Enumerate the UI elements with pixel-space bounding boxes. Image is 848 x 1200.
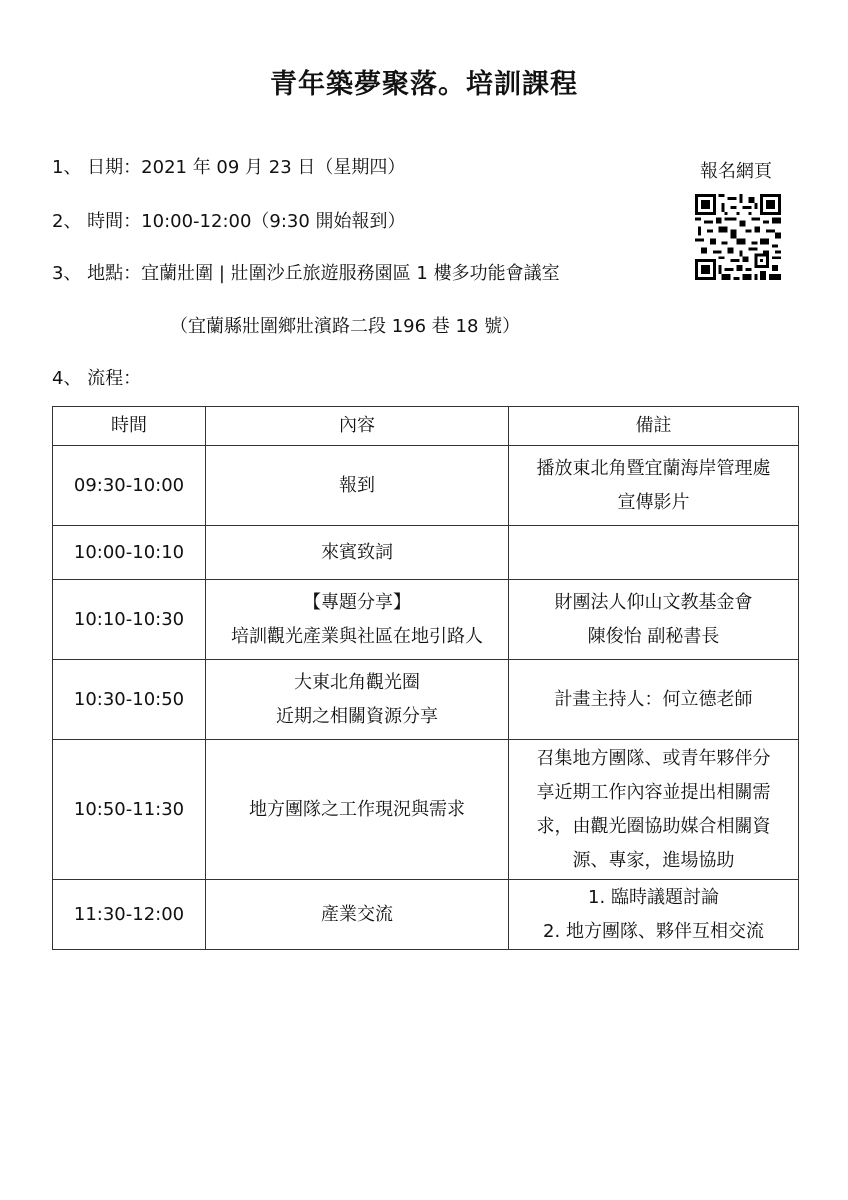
note-line: 計畫主持人：何立德老師 bbox=[554, 688, 753, 710]
note-line: 源、專家，進場協助 bbox=[572, 849, 735, 871]
row-note bbox=[509, 880, 799, 950]
row-content bbox=[206, 446, 509, 526]
row-time: 10:50-11:30 bbox=[53, 740, 206, 880]
row-note bbox=[509, 580, 799, 660]
registration-label: 報名網頁 bbox=[700, 161, 772, 182]
content-line: 地方團隊之工作現況與需求 bbox=[249, 798, 465, 820]
content-line: 大東北角觀光圈 bbox=[294, 671, 420, 693]
info-date: 1、 日期：2021 年 09 月 23 日（星期四） bbox=[52, 157, 406, 178]
note-line: 陳俊怡 副秘書長 bbox=[587, 625, 720, 647]
row-note bbox=[509, 446, 799, 526]
note-line: 享近期工作內容並提出相關需 bbox=[536, 781, 771, 803]
schedule-table bbox=[52, 406, 799, 950]
qr-code-icon[interactable] bbox=[695, 194, 781, 280]
table-row bbox=[53, 880, 799, 950]
row-content bbox=[206, 526, 509, 580]
note-line: 求，由觀光圈協助媒合相關資 bbox=[536, 815, 771, 837]
table-row bbox=[53, 446, 799, 526]
header-content: 內容 bbox=[206, 407, 509, 446]
info-address: （宜蘭縣壯圍鄉壯濱路二段 196 巷 18 號） bbox=[170, 316, 521, 337]
row-note bbox=[509, 526, 799, 580]
row-time: 09:30-10:00 bbox=[53, 446, 206, 526]
content-line: 來賓致詞 bbox=[321, 541, 393, 563]
row-content bbox=[206, 740, 509, 880]
content-line: 培訓觀光產業與社區在地引路人 bbox=[231, 625, 483, 647]
info-flow-label: 4、 流程： bbox=[52, 368, 142, 389]
row-time: 11:30-12:00 bbox=[53, 880, 206, 950]
info-place: 3、 地點：宜蘭壯圍 | 壯圍沙丘旅遊服務園區 1 樓多功能會議室 bbox=[52, 263, 560, 284]
note-line: 宣傳影片 bbox=[617, 491, 690, 513]
row-time: 10:00-10:10 bbox=[53, 526, 206, 580]
note-line: 2. 地方團隊、夥伴互相交流 bbox=[543, 920, 764, 942]
header-note: 備註 bbox=[509, 407, 799, 446]
note-line: 播放東北角暨宜蘭海岸管理處 bbox=[536, 457, 771, 479]
note-line: 財團法人仰山文教基金會 bbox=[554, 591, 753, 613]
header-time: 時間 bbox=[53, 407, 206, 446]
content-line: 【專題分享】 bbox=[303, 591, 411, 613]
content-line: 近期之相關資源分享 bbox=[276, 705, 438, 727]
note-line: 1. 臨時議題討論 bbox=[588, 886, 719, 908]
row-content bbox=[206, 880, 509, 950]
content-line: 產業交流 bbox=[321, 903, 393, 925]
note-line: 召集地方團隊、或青年夥伴分 bbox=[536, 747, 771, 769]
row-time: 10:30-10:50 bbox=[53, 660, 206, 740]
table-row bbox=[53, 660, 799, 740]
table-row bbox=[53, 526, 799, 580]
row-time: 10:10-10:30 bbox=[53, 580, 206, 660]
table-header-row bbox=[53, 407, 799, 446]
info-time: 2、 時間：10:00-12:00（9:30 開始報到） bbox=[52, 211, 406, 232]
table-row bbox=[53, 580, 799, 660]
row-note bbox=[509, 660, 799, 740]
row-note bbox=[509, 740, 799, 880]
content-line: 報到 bbox=[339, 474, 375, 496]
table-row bbox=[53, 740, 799, 880]
page-title: 青年築夢聚落。培訓課程 bbox=[270, 69, 578, 100]
row-content bbox=[206, 660, 509, 740]
row-content bbox=[206, 580, 509, 660]
